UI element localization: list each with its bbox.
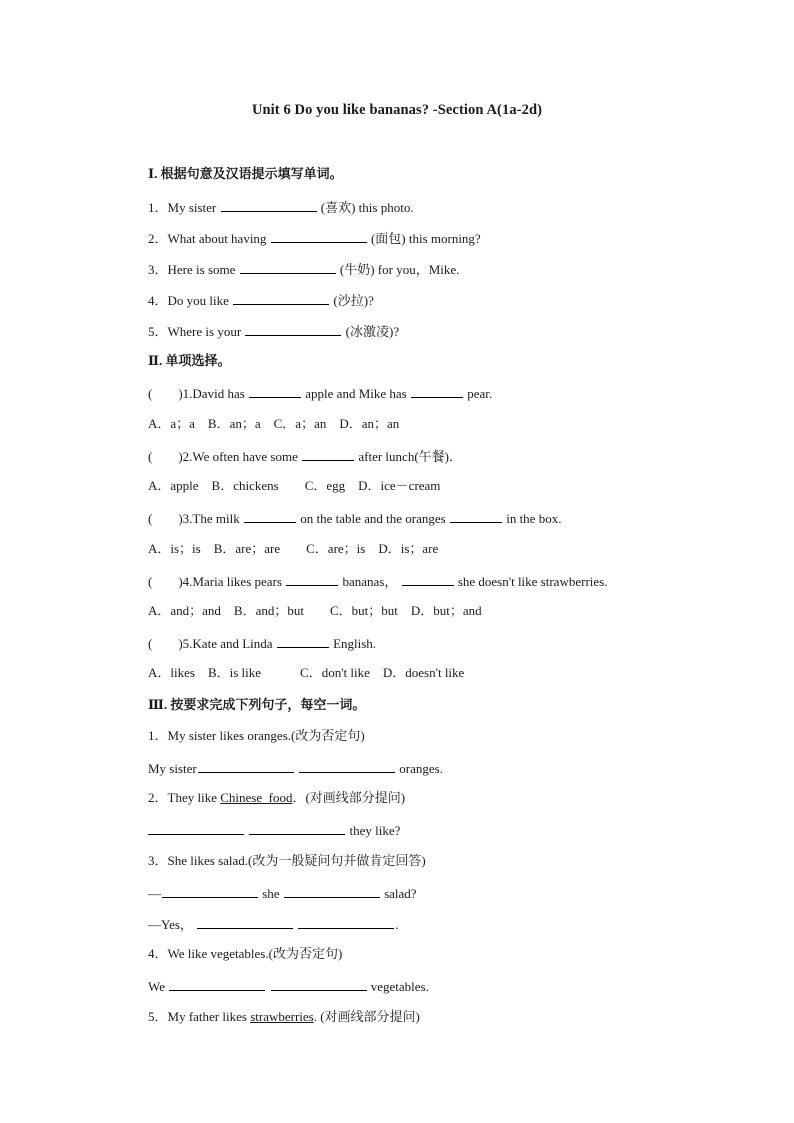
- item-number: 2．: [148, 231, 168, 246]
- answer-paren[interactable]: ( ): [148, 511, 183, 526]
- question-text: she doesn't like strawberries.: [457, 574, 608, 589]
- answer-blank[interactable]: [286, 572, 338, 586]
- answer-blank[interactable]: [271, 229, 367, 243]
- answer-blank[interactable]: [302, 447, 354, 461]
- answer-blank[interactable]: [284, 884, 380, 898]
- question-text: Maria likes pears: [192, 574, 282, 589]
- item-text: (面包) this morning?: [370, 231, 481, 246]
- question-text: My father likes: [167, 1009, 247, 1024]
- question-text: Kate and Linda: [192, 636, 273, 651]
- s3-q3-answer-line-1: [148, 884, 417, 902]
- answer-text: —Yes，: [148, 917, 193, 932]
- answer-blank[interactable]: [277, 634, 329, 648]
- item-number: 3．: [148, 262, 168, 277]
- question-number: 1.: [182, 386, 193, 401]
- question-text: in the box.: [506, 511, 562, 526]
- answer-blank[interactable]: [169, 977, 265, 991]
- question-text: ．(对画线部分提问): [292, 790, 406, 805]
- underlined-phrase: strawberries: [250, 1009, 314, 1024]
- s3-q1-answer-line: [148, 759, 443, 777]
- question-text: on the table and the oranges: [300, 511, 446, 526]
- s2-q5-options: A．likes B．is like C．don't like D．doesn't like: [148, 665, 465, 680]
- question-number: 4.: [182, 574, 193, 589]
- answer-text: they like?: [349, 823, 401, 838]
- question-number: 4．: [148, 946, 168, 961]
- s1-item-4: [148, 291, 374, 309]
- underlined-phrase: Chinese food: [220, 790, 293, 805]
- question-number: 2.: [182, 449, 193, 464]
- item-number: 5．: [148, 324, 168, 339]
- question-text: We like vegetables.(改为否定句): [167, 946, 343, 961]
- question-text: She likes salad.(改为一般疑问句并做肯定回答): [167, 853, 426, 868]
- question-text: We often have some: [192, 449, 298, 464]
- question-text: after lunch(午餐)．: [358, 449, 462, 464]
- s2-question-2: [148, 447, 462, 465]
- question-text: The milk: [192, 511, 240, 526]
- answer-text: salad?: [384, 886, 417, 901]
- section-3-heading: Ⅲ. 按要求完成下列句子，每空一词。: [148, 697, 366, 712]
- question-text: . (对画线部分提问): [313, 1009, 420, 1024]
- question-number: 1．: [148, 728, 168, 743]
- answer-blank[interactable]: [198, 759, 294, 773]
- item-text: My sister: [167, 200, 217, 215]
- s3-question-4: [148, 946, 342, 962]
- item-text: (冰激凌)?: [345, 324, 400, 339]
- s1-item-1: [148, 198, 414, 216]
- answer-text: —: [148, 886, 161, 901]
- item-text: (喜欢) this photo.: [320, 200, 414, 215]
- question-text: They like: [167, 790, 217, 805]
- answer-text: We: [148, 979, 165, 994]
- answer-blank[interactable]: [299, 759, 395, 773]
- s1-item-2: [148, 229, 481, 247]
- answer-blank[interactable]: [221, 198, 317, 212]
- item-text: Where is your: [167, 324, 242, 339]
- s1-item-3: [148, 260, 459, 278]
- answer-blank[interactable]: [162, 884, 258, 898]
- s3-q3-answer-line-2: [148, 915, 399, 933]
- answer-blank[interactable]: [402, 572, 454, 586]
- question-text: English.: [333, 636, 377, 651]
- s2-q3-options: A．is；is B．are；are C．are；is D．is；are: [148, 541, 439, 556]
- item-text: Here is some: [167, 262, 236, 277]
- question-number: 3.: [182, 511, 193, 526]
- answer-blank[interactable]: [249, 821, 345, 835]
- item-number: 4．: [148, 293, 168, 308]
- answer-blank[interactable]: [249, 384, 301, 398]
- section-2-heading: Ⅱ. 单项选择。: [148, 353, 231, 368]
- question-text: pear.: [467, 386, 493, 401]
- s2-q2-options: A．apple B．chickens C．egg D．ice－cream: [148, 478, 441, 493]
- s2-q4-options: A．and；and B．and；but C．but；but D．but；and: [148, 603, 482, 618]
- answer-blank[interactable]: [233, 291, 329, 305]
- question-text: bananas，: [342, 574, 398, 589]
- question-number: 5．: [148, 1009, 168, 1024]
- answer-text: vegetables.: [370, 979, 429, 994]
- question-number: 3．: [148, 853, 168, 868]
- answer-blank[interactable]: [411, 384, 463, 398]
- question-text: apple and Mike has: [305, 386, 407, 401]
- answer-text: My sister: [148, 761, 197, 776]
- question-number: 2．: [148, 790, 168, 805]
- answer-text: .: [395, 917, 399, 932]
- answer-blank[interactable]: [271, 977, 367, 991]
- question-number: 5.: [182, 636, 193, 651]
- item-text: (牛奶) for you，Mike.: [339, 262, 460, 277]
- question-text: My sister likes oranges.(改为否定句): [167, 728, 365, 743]
- item-text: What about having: [167, 231, 267, 246]
- page-title: Unit 6 Do you like bananas? -Section A(1a-2d): [251, 102, 543, 118]
- section-1-heading: Ⅰ. 根据句意及汉语提示填写单词。: [148, 166, 343, 181]
- answer-blank[interactable]: [148, 821, 244, 835]
- item-number: 1．: [148, 200, 168, 215]
- answer-blank[interactable]: [245, 322, 341, 336]
- s1-item-5: [148, 322, 399, 340]
- s2-q1-options: A．a；a B．an；a C．a；an D．an；an: [148, 416, 400, 431]
- s3-question-2: [148, 790, 405, 806]
- s2-question-1: [148, 384, 492, 402]
- s2-question-3: [148, 509, 561, 527]
- s2-question-4: [148, 572, 607, 590]
- answer-paren[interactable]: ( ): [148, 636, 183, 651]
- answer-blank[interactable]: [240, 260, 336, 274]
- answer-paren[interactable]: ( ): [148, 574, 183, 589]
- s3-question-1: [148, 728, 365, 744]
- answer-text: oranges.: [399, 761, 443, 776]
- answer-blank[interactable]: [298, 915, 394, 929]
- item-text: (沙拉)?: [333, 293, 374, 308]
- answer-paren[interactable]: ( ): [148, 449, 183, 464]
- answer-blank[interactable]: [244, 509, 296, 523]
- s3-q4-answer-line: [148, 977, 429, 995]
- s3-question-3: [148, 853, 426, 869]
- s3-question-5: [148, 1009, 420, 1025]
- answer-blank[interactable]: [450, 509, 502, 523]
- question-text: David has: [192, 386, 245, 401]
- s3-q2-answer-line: [148, 821, 400, 839]
- answer-blank[interactable]: [197, 915, 293, 929]
- item-text: Do you like: [167, 293, 229, 308]
- answer-paren[interactable]: ( ): [148, 386, 183, 401]
- answer-text: she: [262, 886, 280, 901]
- s2-question-5: [148, 634, 376, 652]
